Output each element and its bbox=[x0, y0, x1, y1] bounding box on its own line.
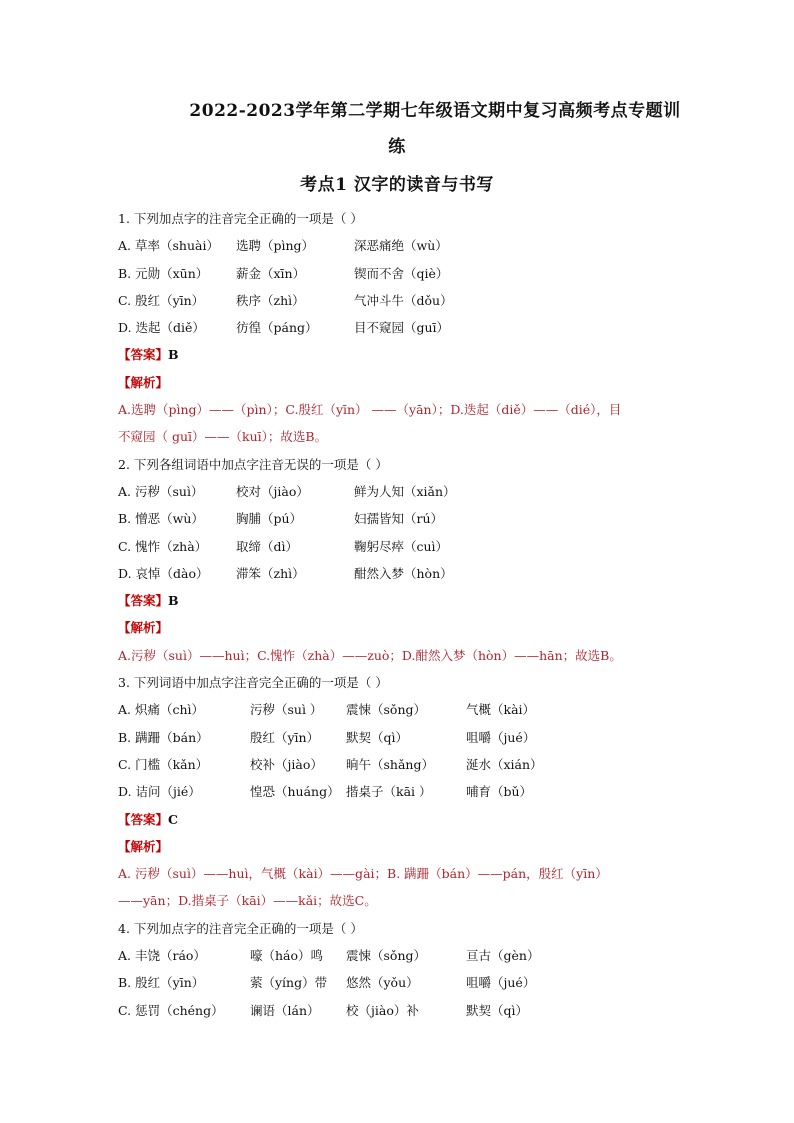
answer-value: B bbox=[168, 347, 179, 363]
option-item: 咀嚼（jué） bbox=[466, 975, 536, 991]
option-item: 彷徨（páng） bbox=[236, 320, 318, 336]
answer-option bbox=[118, 505, 678, 532]
option-item: 校对（jiào） bbox=[236, 483, 309, 499]
option-item: 谰语（lán） bbox=[250, 1002, 320, 1018]
option-item: 萦（yíng）带 bbox=[250, 975, 328, 991]
option-item: 惶恐（huáng） bbox=[250, 784, 340, 800]
answer-option bbox=[118, 969, 678, 996]
answer-option bbox=[118, 997, 678, 1024]
answer-option bbox=[118, 533, 678, 560]
analysis-text: 不窥园（ guī）——（kuī）；故选B。 bbox=[118, 429, 328, 445]
answer-line bbox=[118, 587, 678, 614]
document-title-line1: 2022-2023学年第二学期七年级语文期中复习高频考点专题训 bbox=[189, 101, 681, 121]
option-item: A. 污秽（suì） bbox=[118, 483, 204, 499]
answer-option bbox=[118, 942, 678, 969]
option-item: 选聘（pìng） bbox=[236, 238, 315, 254]
option-item: 取缔（dì） bbox=[236, 538, 298, 554]
analysis-label bbox=[118, 614, 678, 641]
option-item: 咀嚼（jué） bbox=[466, 729, 536, 745]
option-item: 酣然入梦（hòn） bbox=[354, 565, 453, 581]
analysis-text: A.污秽（suì）——huì；C.愧怍（zhà）——zuò；D.酣然入梦（hòn）——hān；故选B。 bbox=[118, 647, 622, 663]
option-item: 滞笨（zhì） bbox=[236, 565, 305, 581]
option-item: 震悚（sǒng） bbox=[346, 702, 426, 718]
option-item: 薪金（xīn） bbox=[236, 265, 306, 281]
option-item: 揩桌子（kāi ） bbox=[346, 784, 432, 800]
analysis-label-text: 【解析】 bbox=[118, 620, 169, 636]
option-item: 鲜为人知（xiǎn） bbox=[354, 483, 456, 499]
answer-line bbox=[118, 341, 678, 368]
analysis-label-text: 【解析】 bbox=[118, 374, 169, 390]
answer-value: B bbox=[168, 593, 179, 609]
option-item: 校（jiào）补 bbox=[346, 1002, 419, 1018]
option-item: C. 门槛（kǎn） bbox=[118, 756, 209, 772]
option-item: 气概（kài） bbox=[466, 702, 536, 718]
option-item: 默契（qì） bbox=[466, 1002, 528, 1018]
answer-option bbox=[118, 287, 678, 314]
option-item: C. 愧怍（zhà） bbox=[118, 538, 208, 554]
answer-label: 【答案】 bbox=[118, 347, 169, 363]
document-title-line2: 练 bbox=[388, 137, 406, 157]
option-item: 哺育（bǔ） bbox=[466, 784, 533, 800]
analysis-text: A. 污秽（suì）——huì，气概（kài）——gài；B. 蹒跚（bán）——pán，殷红（yīn） bbox=[118, 866, 608, 882]
option-item: A. 丰饶（ráo） bbox=[118, 948, 206, 964]
option-item: 目不窥园（guī） bbox=[354, 320, 450, 336]
option-item: 震悚（sǒng） bbox=[346, 948, 426, 964]
question-stem: 2. 下列各组词语中加点字注音无误的一项是（ ） bbox=[118, 456, 388, 472]
option-item: 亘古（gèn） bbox=[466, 948, 540, 964]
option-item: 妇孺皆知（rú） bbox=[354, 511, 444, 527]
analysis-label-text: 【解析】 bbox=[118, 838, 169, 854]
option-item: 污秽（suì ） bbox=[250, 702, 323, 718]
option-item: 气冲斗牛（dǒu） bbox=[354, 292, 453, 308]
option-item: B. 蹒跚（bán） bbox=[118, 729, 209, 745]
option-item: 鞠躬尽瘁（cuì） bbox=[354, 538, 449, 554]
option-item: 深恶痛绝（wù） bbox=[354, 238, 448, 254]
option-item: 默契（qì） bbox=[346, 729, 408, 745]
answer-option bbox=[118, 778, 678, 805]
option-item: 涎水（xián） bbox=[466, 756, 543, 772]
option-item: D. 诘问（jié） bbox=[118, 784, 201, 800]
question-stem: 1. 下列加点字的注音完全正确的一项是（ ） bbox=[118, 211, 363, 226]
option-item: 校补（jiào） bbox=[250, 756, 323, 772]
analysis-text: ——yān；D.揩桌子（kāi）——kǎi；故选C。 bbox=[118, 893, 377, 909]
answer-option bbox=[118, 232, 678, 259]
analysis-text: A.选聘（pìng）——（pìn）；C.殷红（yīn） ——（yān）；D.迭起（diě）——（dié），目 bbox=[118, 402, 622, 418]
option-item: 秩序（zhì） bbox=[236, 292, 305, 308]
answer-value: C bbox=[168, 811, 178, 827]
option-item: 胸脯（pú） bbox=[236, 511, 303, 527]
answer-option bbox=[118, 751, 678, 778]
option-item: 锲而不舍（qiè） bbox=[354, 265, 449, 281]
answer-line bbox=[118, 806, 678, 833]
option-item: D. 迭起（diě） bbox=[118, 320, 205, 336]
analysis-label bbox=[118, 369, 678, 396]
answer-label: 【答案】 bbox=[118, 811, 169, 827]
option-item: 悠然（yǒu） bbox=[346, 975, 419, 991]
topic-heading: 考点1 汉字的读音与书写 bbox=[300, 175, 494, 195]
option-item: D. 哀悼（dào） bbox=[118, 565, 209, 581]
question-stem: 4. 下列加点字的注音完全正确的一项是（ ） bbox=[118, 920, 363, 936]
answer-option bbox=[118, 560, 678, 587]
question-stem: 3. 下列词语中加点字注音完全正确的一项是（ ） bbox=[118, 675, 388, 691]
option-item: A. 炽痛（chì） bbox=[118, 702, 205, 718]
answer-option bbox=[118, 696, 678, 723]
option-item: B. 憎恶（wù） bbox=[118, 511, 204, 527]
option-item: A. 草率（shuài） bbox=[118, 238, 219, 254]
answer-label: 【答案】 bbox=[118, 593, 169, 609]
option-item: B. 元勋（xūn） bbox=[118, 265, 209, 281]
option-item: C. 惩罚（chéng） bbox=[118, 1002, 224, 1018]
option-item: 嚎（háo）鸣 bbox=[250, 948, 324, 964]
answer-option bbox=[118, 724, 678, 751]
analysis-label bbox=[118, 833, 678, 860]
question-list bbox=[118, 205, 678, 1024]
option-item: 晌午（shǎng） bbox=[346, 756, 434, 772]
answer-option bbox=[118, 314, 678, 341]
option-item: B. 殷红（yīn） bbox=[118, 975, 205, 991]
answer-option bbox=[118, 478, 678, 505]
option-item: C. 殷红（yīn） bbox=[118, 292, 205, 308]
option-item: 殷红（yīn） bbox=[250, 729, 320, 745]
answer-option bbox=[118, 260, 678, 287]
